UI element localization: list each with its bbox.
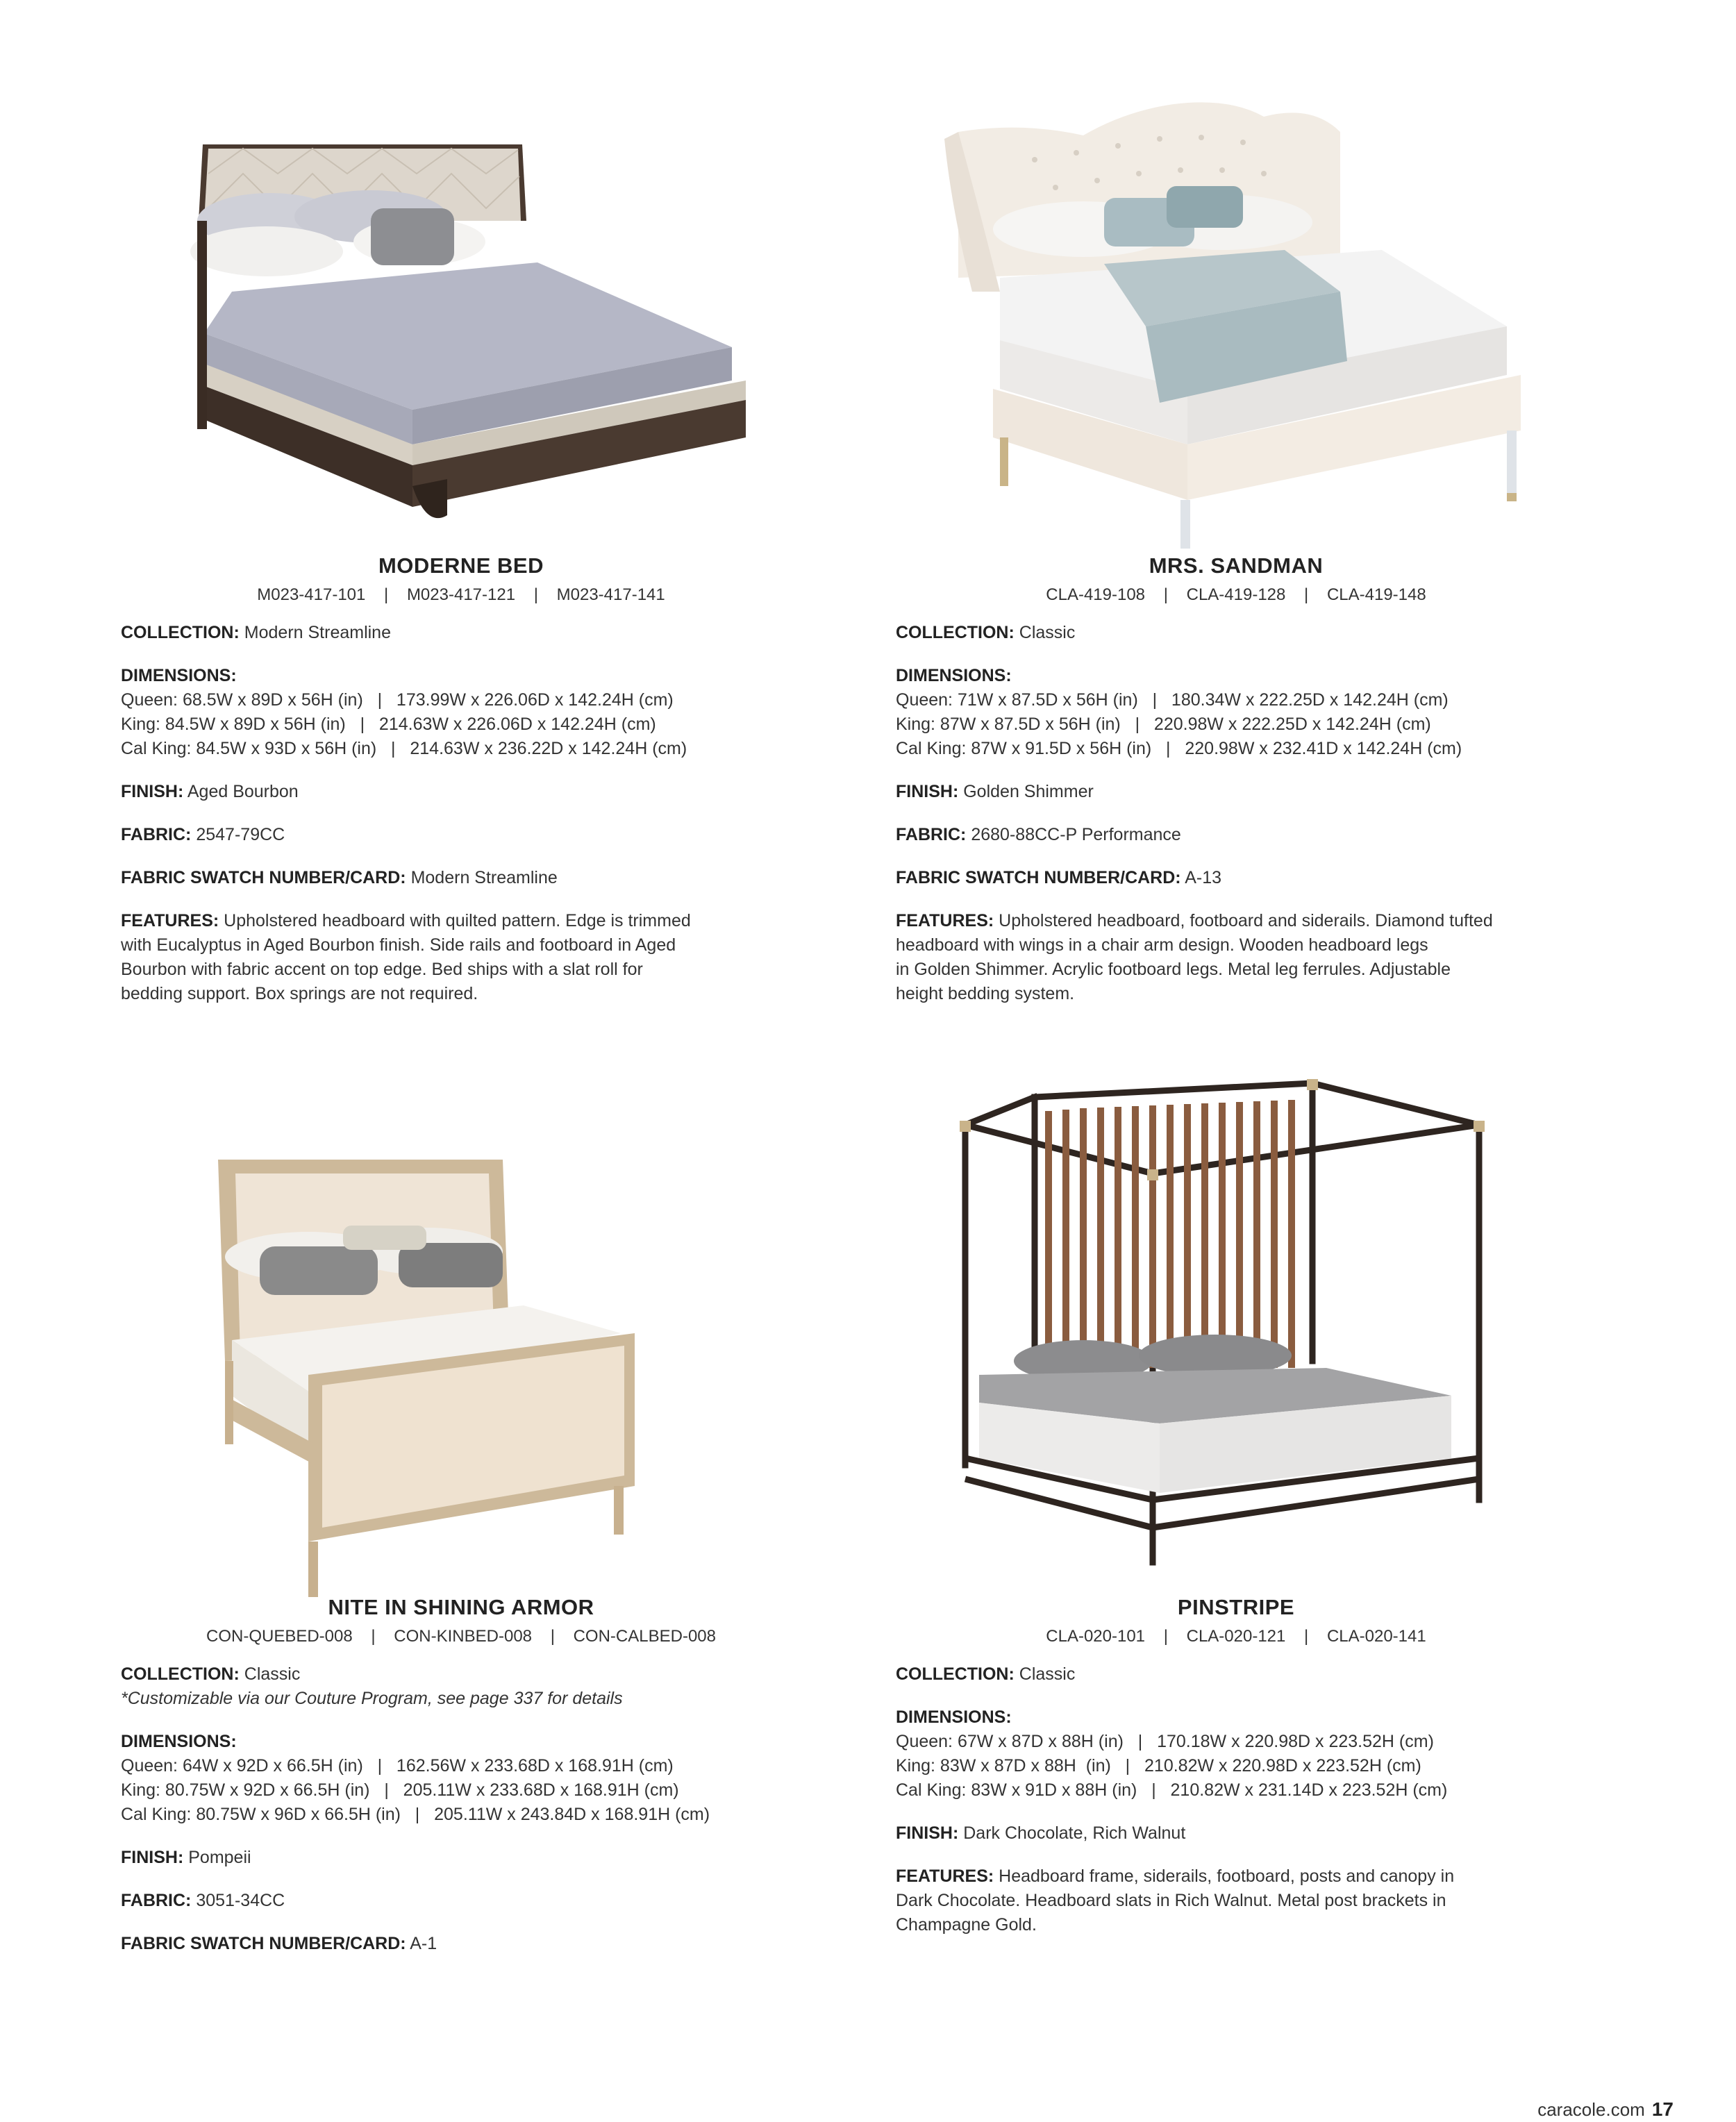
- product-details: [121, 1662, 801, 1975]
- features-line: Headboard frame, siderails, footboard, posts and canopy in: [999, 1866, 1455, 1886]
- product-title: MRS. SANDMAN: [1149, 553, 1324, 578]
- sku-separator: |: [550, 1627, 555, 1646]
- swatch-value: Modern Streamline: [410, 868, 558, 887]
- dimension-line: Cal King: 84.5W x 93D x 56H (in) | 214.63W x 236.22D x 142.24H (cm): [121, 739, 687, 758]
- swatch-block: [121, 1932, 801, 1956]
- collection-block: [896, 621, 1576, 645]
- swatch-value: A-13: [1185, 868, 1222, 887]
- dimensions-label: DIMENSIONS:: [896, 1707, 1012, 1727]
- collection-value: Modern Streamline: [244, 623, 391, 642]
- collection-value: Classic: [1019, 1664, 1076, 1684]
- sku-separator: |: [533, 585, 538, 604]
- bed-illustration-moderne: [121, 0, 801, 549]
- fabric-block: [896, 823, 1576, 847]
- collection-value: Classic: [244, 1664, 301, 1684]
- sku-separator: |: [1163, 585, 1168, 604]
- fabric-label: FABRIC:: [121, 1891, 192, 1910]
- features-line: Upholstered headboard, footboard and siderails. Diamond tufted: [999, 911, 1493, 930]
- dimension-line: Cal King: 80.75W x 96D x 66.5H (in) | 205.11W x 243.84D x 168.91H (cm): [121, 1805, 710, 1824]
- swatch-label: FABRIC SWATCH NUMBER/CARD:: [121, 1934, 406, 1953]
- product-sku-list: [896, 1627, 1576, 1646]
- finish-value: Golden Shimmer: [963, 782, 1094, 801]
- features-label: FEATURES:: [896, 1866, 994, 1886]
- sku: CON-CALBED-008: [573, 1627, 716, 1646]
- dimensions-block: [121, 664, 801, 761]
- features-label: FEATURES:: [121, 911, 219, 930]
- product-sku-list: [896, 585, 1576, 605]
- fabric-block: [121, 1889, 801, 1913]
- swatch-label: FABRIC SWATCH NUMBER/CARD:: [896, 868, 1181, 887]
- dimensions-label: DIMENSIONS:: [896, 666, 1012, 685]
- swatch-value: A-1: [410, 1934, 437, 1953]
- finish-block: [896, 780, 1576, 804]
- features-line: Upholstered headboard with quilted pattern. Edge is trimmed: [224, 911, 691, 930]
- product-image-mrs-sandman: [896, 0, 1576, 549]
- sku: M023-417-101: [257, 585, 366, 604]
- dimensions-label: DIMENSIONS:: [121, 666, 237, 685]
- dimension-line: Queen: 67W x 87D x 88H (in) | 170.18W x 220.98D x 223.52H (cm): [896, 1732, 1434, 1751]
- fabric-label: FABRIC:: [896, 825, 967, 844]
- features-line: Champagne Gold.: [896, 1915, 1037, 1935]
- product-title: PINSTRIPE: [1177, 1595, 1295, 1619]
- product-title: MODERNE BED: [378, 553, 544, 578]
- dimension-line: Queen: 68.5W x 89D x 56H (in) | 173.99W x 226.06D x 142.24H (cm): [121, 690, 674, 710]
- page-number: 17: [1651, 2098, 1674, 2120]
- finish-value: Pompeii: [188, 1848, 251, 1867]
- dimensions-block: [896, 664, 1576, 761]
- finish-label: FINISH:: [121, 1848, 184, 1867]
- finish-block: [121, 780, 801, 804]
- fabric-value: 2680-88CC-P Performance: [971, 825, 1181, 844]
- footer-site: caracole.com: [1537, 2099, 1645, 2120]
- features-line: in Golden Shimmer. Acrylic footboard legs. Metal leg ferrules. Adjustable: [896, 960, 1451, 979]
- finish-block: [896, 1821, 1576, 1846]
- features-line: Bourbon with fabric accent on top edge. Bed ships with a slat roll for: [121, 960, 643, 979]
- fabric-value: 3051-34CC: [196, 1891, 285, 1910]
- sku: CLA-020-121: [1186, 1627, 1286, 1646]
- dimension-line: King: 84.5W x 89D x 56H (in) | 214.63W x 226.06D x 142.24H (cm): [121, 715, 656, 734]
- dimension-line: King: 83W x 87D x 88H (in) | 210.82W x 220.98D x 223.52H (cm): [896, 1756, 1421, 1776]
- sku-separator: |: [371, 1627, 376, 1646]
- product-details: [896, 621, 1576, 1025]
- sku: M023-417-121: [406, 585, 516, 604]
- collection-label: COLLECTION:: [896, 1664, 1015, 1684]
- finish-block: [121, 1846, 801, 1870]
- page-footer: [1537, 2098, 1674, 2121]
- collection-label: COLLECTION:: [896, 623, 1015, 642]
- features-label: FEATURES:: [896, 911, 994, 930]
- features-block: [896, 1864, 1576, 1937]
- features-line: bedding support. Box springs are not required.: [121, 984, 478, 1003]
- sku-separator: |: [1304, 585, 1309, 604]
- swatch-label: FABRIC SWATCH NUMBER/CARD:: [121, 868, 406, 887]
- bed-illustration-sandman: [896, 0, 1576, 549]
- product-image-nite-in-shining-armor: [121, 1069, 801, 1618]
- swatch-block: [121, 866, 801, 890]
- fabric-value: 2547-79CC: [196, 825, 285, 844]
- bed-illustration-pinstripe: [896, 1069, 1576, 1618]
- dimensions-block: [896, 1705, 1576, 1803]
- features-block: [896, 909, 1576, 1006]
- dimensions-block: [121, 1730, 801, 1827]
- collection-block: [896, 1662, 1576, 1687]
- sku-separator: |: [384, 585, 389, 604]
- product-image-moderne-bed: [121, 0, 801, 549]
- product-title: NITE IN SHINING ARMOR: [328, 1595, 594, 1619]
- product-details: [896, 1662, 1576, 1956]
- sku: CON-QUEBED-008: [206, 1627, 353, 1646]
- finish-value: Aged Bourbon: [187, 782, 299, 801]
- finish-label: FINISH:: [896, 1823, 959, 1843]
- product-sku-list: [121, 585, 801, 605]
- collection-note: *Customizable via our Couture Program, see page 337 for details: [121, 1689, 623, 1708]
- sku: CLA-020-101: [1046, 1627, 1146, 1646]
- product-sku-list: [121, 1627, 801, 1646]
- features-line: with Eucalyptus in Aged Bourbon finish. Side rails and footboard in Aged: [121, 935, 676, 955]
- features-line: Dark Chocolate. Headboard slats in Rich Walnut. Metal post brackets in: [896, 1891, 1446, 1910]
- bed-illustration-nite: [121, 1069, 801, 1618]
- dimension-line: King: 87W x 87.5D x 56H (in) | 220.98W x 222.25D x 142.24H (cm): [896, 715, 1431, 734]
- collection-label: COLLECTION:: [121, 623, 240, 642]
- finish-label: FINISH:: [121, 782, 184, 801]
- product-image-pinstripe: [896, 1069, 1576, 1618]
- sku-separator: |: [1304, 1627, 1309, 1646]
- dimension-line: Queen: 71W x 87.5D x 56H (in) | 180.34W x 222.25D x 142.24H (cm): [896, 690, 1449, 710]
- dimension-line: Cal King: 83W x 91D x 88H (in) | 210.82W x 231.14D x 223.52H (cm): [896, 1780, 1448, 1800]
- features-line: headboard with wings in a chair arm design. Wooden headboard legs: [896, 935, 1428, 955]
- sku-separator: |: [1163, 1627, 1168, 1646]
- sku: CON-KINBED-008: [394, 1627, 533, 1646]
- features-line: height bedding system.: [896, 984, 1075, 1003]
- fabric-label: FABRIC:: [121, 825, 192, 844]
- collection-label: COLLECTION:: [121, 1664, 240, 1684]
- features-block: [121, 909, 801, 1006]
- product-details: [121, 621, 801, 1025]
- finish-value: Dark Chocolate, Rich Walnut: [963, 1823, 1186, 1843]
- sku: CLA-419-148: [1326, 585, 1426, 604]
- dimension-line: Queen: 64W x 92D x 66.5H (in) | 162.56W x 233.68D x 168.91H (cm): [121, 1756, 674, 1776]
- sku: CLA-020-141: [1326, 1627, 1426, 1646]
- sku: CLA-419-108: [1046, 585, 1146, 604]
- collection-value: Classic: [1019, 623, 1076, 642]
- dimension-line: Cal King: 87W x 91.5D x 56H (in) | 220.98W x 232.41D x 142.24H (cm): [896, 739, 1462, 758]
- dimension-line: King: 80.75W x 92D x 66.5H (in) | 205.11W x 233.68D x 168.91H (cm): [121, 1780, 679, 1800]
- fabric-block: [121, 823, 801, 847]
- dimensions-label: DIMENSIONS:: [121, 1732, 237, 1751]
- sku: CLA-419-128: [1186, 585, 1286, 604]
- collection-block: [121, 1662, 801, 1711]
- sku: M023-417-141: [556, 585, 665, 604]
- swatch-block: [896, 866, 1576, 890]
- collection-block: [121, 621, 801, 645]
- finish-label: FINISH:: [896, 782, 959, 801]
